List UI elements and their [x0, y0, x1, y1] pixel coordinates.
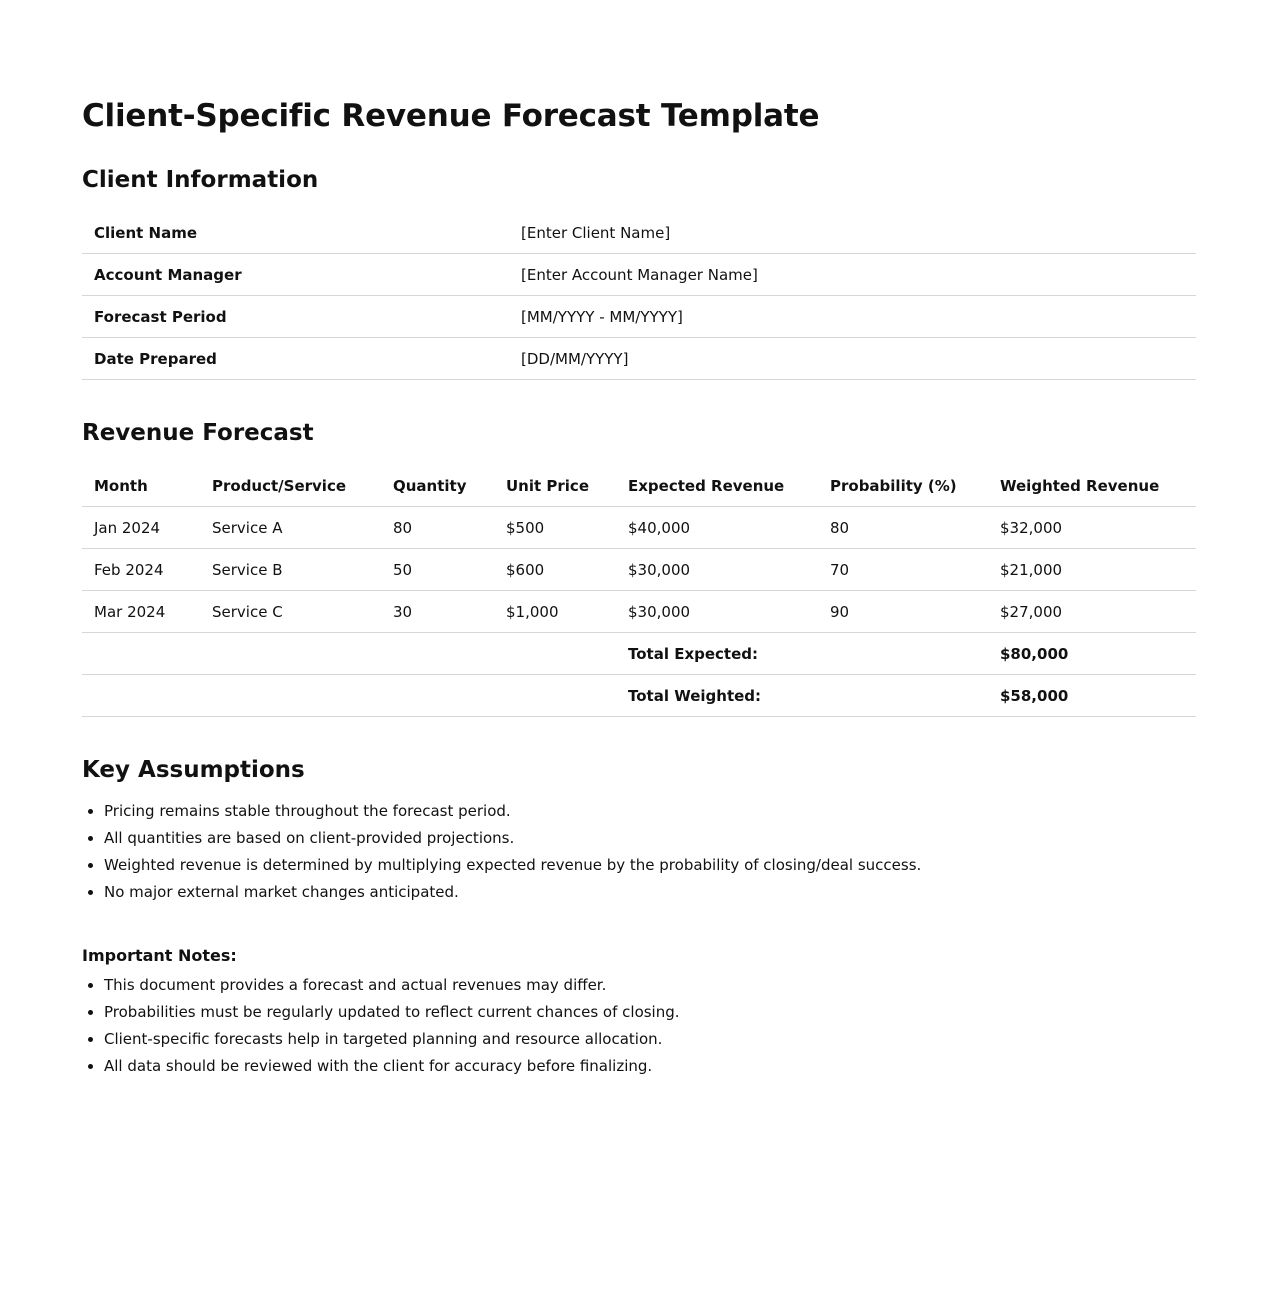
month-cell: Mar 2024	[82, 591, 200, 633]
client-name-value: [Enter Client Name]	[509, 212, 1196, 254]
list-item: • This document provides a forecast and actual revenues may differ.	[104, 972, 1196, 999]
client-information-table	[82, 212, 1196, 380]
account-manager-label: Account Manager	[82, 254, 509, 296]
account-manager-value: [Enter Account Manager Name]	[509, 254, 1196, 296]
list-item: • All quantities are based on client-provided projections.	[104, 825, 1196, 852]
column-header-weighted-revenue: Weighted Revenue	[988, 465, 1196, 507]
probability-cell: 90	[818, 591, 988, 633]
weighted-revenue-cell: $27,000	[988, 591, 1196, 633]
revenue-forecast-table	[82, 465, 1196, 717]
weighted-revenue-cell: $32,000	[988, 507, 1196, 549]
table-row	[82, 591, 1196, 633]
column-header-probability: Probability (%)	[818, 465, 988, 507]
column-header-quantity: Quantity	[381, 465, 494, 507]
empty-cell	[82, 675, 616, 717]
empty-cell	[82, 633, 616, 675]
important-notes-list	[82, 972, 1196, 1080]
column-header-month: Month	[82, 465, 200, 507]
product-cell: Service A	[200, 507, 381, 549]
list-item: • No major external market changes anticipated.	[104, 879, 1196, 906]
month-cell: Jan 2024	[82, 507, 200, 549]
important-notes-heading: Important Notes:	[82, 946, 237, 965]
column-header-expected-revenue: Expected Revenue	[616, 465, 818, 507]
total-weighted-row	[82, 675, 1196, 717]
list-item: • Weighted revenue is determined by multiplying expected revenue by the probability of closing/deal success.	[104, 852, 1196, 879]
list-item: • Client-specific forecasts help in targeted planning and resource allocation.	[104, 1026, 1196, 1053]
total-expected-value: $80,000	[988, 633, 1196, 675]
quantity-cell: 30	[381, 591, 494, 633]
list-item: • All data should be reviewed with the client for accuracy before finalizing.	[104, 1053, 1196, 1080]
total-expected-row	[82, 633, 1196, 675]
key-assumptions-heading: Key Assumptions	[82, 757, 305, 783]
unit-price-cell: $1,000	[494, 591, 616, 633]
page-title: Client-Specific Revenue Forecast Template	[82, 98, 820, 134]
table-row	[82, 549, 1196, 591]
total-expected-label: Total Expected:	[616, 633, 818, 675]
revenue-forecast-heading: Revenue Forecast	[82, 420, 314, 446]
table-row	[82, 296, 1196, 338]
table-row	[82, 507, 1196, 549]
table-header-row	[82, 465, 1196, 507]
quantity-cell: 80	[381, 507, 494, 549]
unit-price-cell: $500	[494, 507, 616, 549]
unit-price-cell: $600	[494, 549, 616, 591]
column-header-product-service: Product/Service	[200, 465, 381, 507]
probability-cell: 80	[818, 507, 988, 549]
column-header-unit-price: Unit Price	[494, 465, 616, 507]
empty-cell	[818, 675, 988, 717]
quantity-cell: 50	[381, 549, 494, 591]
probability-cell: 70	[818, 549, 988, 591]
expected-revenue-cell: $40,000	[616, 507, 818, 549]
month-cell: Feb 2024	[82, 549, 200, 591]
expected-revenue-cell: $30,000	[616, 591, 818, 633]
table-row	[82, 212, 1196, 254]
list-item: • Pricing remains stable throughout the forecast period.	[104, 798, 1196, 825]
product-cell: Service C	[200, 591, 381, 633]
product-cell: Service B	[200, 549, 381, 591]
date-prepared-value: [DD/MM/YYYY]	[509, 338, 1196, 380]
client-information-heading: Client Information	[82, 167, 319, 193]
list-item: • Probabilities must be regularly updated to reflect current chances of closing.	[104, 999, 1196, 1026]
key-assumptions-list	[82, 798, 1196, 906]
forecast-period-value: [MM/YYYY - MM/YYYY]	[509, 296, 1196, 338]
table-row	[82, 338, 1196, 380]
empty-cell	[818, 633, 988, 675]
forecast-period-label: Forecast Period	[82, 296, 509, 338]
client-name-label: Client Name	[82, 212, 509, 254]
expected-revenue-cell: $30,000	[616, 549, 818, 591]
weighted-revenue-cell: $21,000	[988, 549, 1196, 591]
total-weighted-label: Total Weighted:	[616, 675, 818, 717]
total-weighted-value: $58,000	[988, 675, 1196, 717]
date-prepared-label: Date Prepared	[82, 338, 509, 380]
table-row	[82, 254, 1196, 296]
